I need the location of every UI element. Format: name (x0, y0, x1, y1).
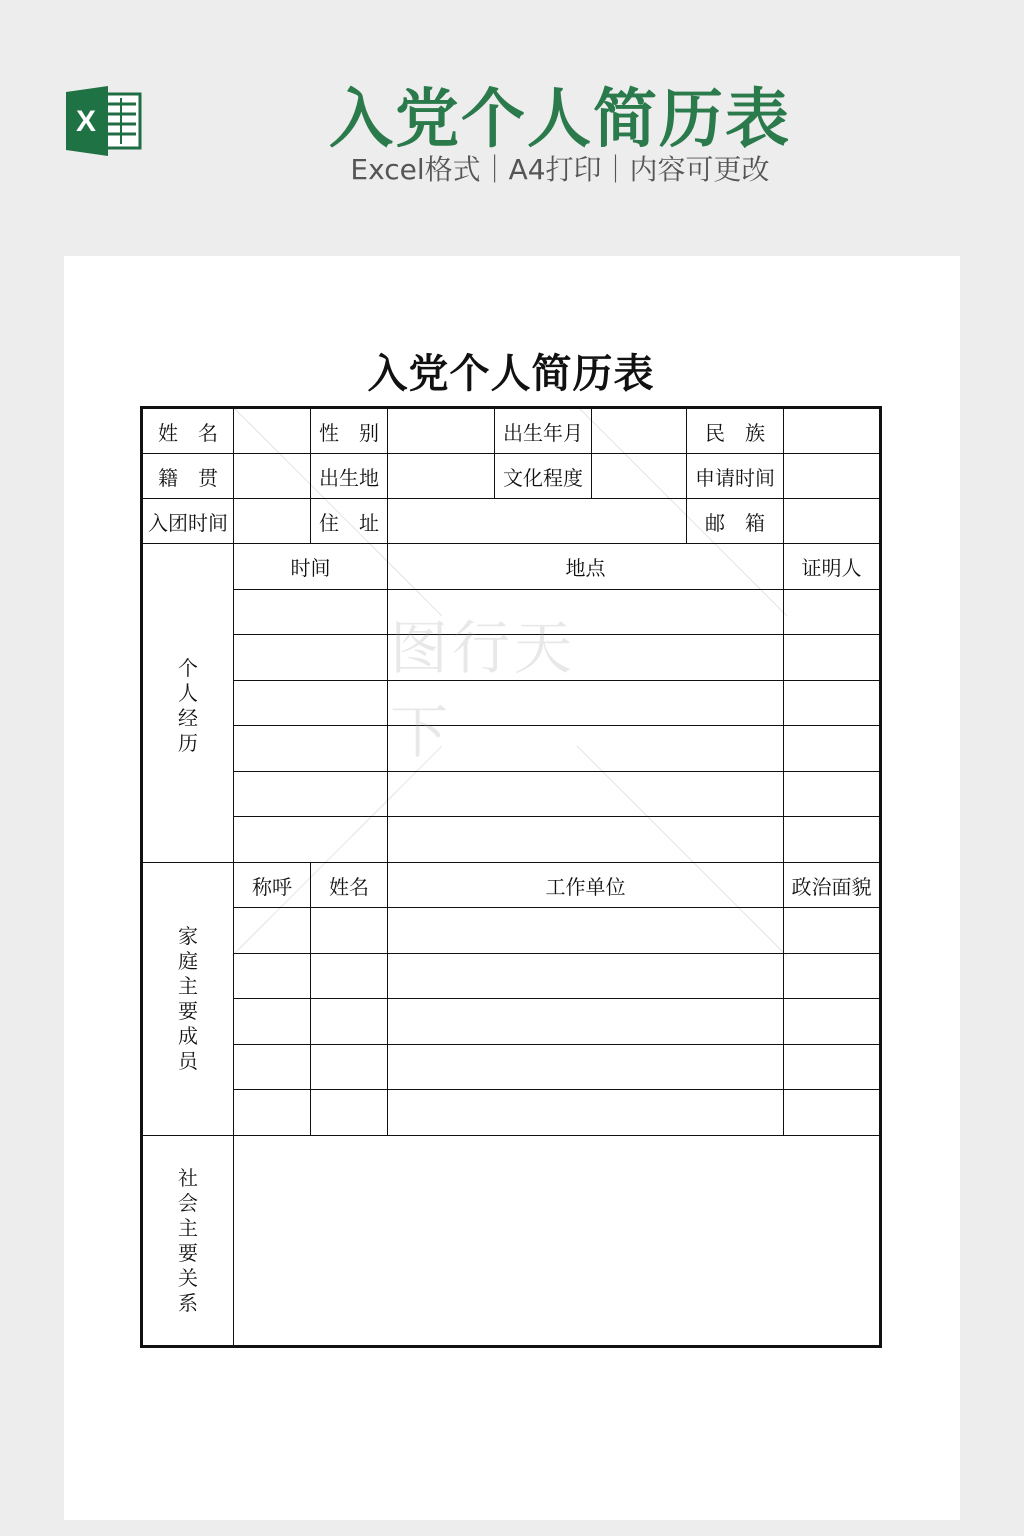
input-native-place[interactable] (234, 454, 310, 498)
input-apply-time[interactable] (784, 454, 879, 498)
section-family-members: 家庭主要成员 (178, 924, 198, 1073)
banner-subtitle: Excel格式｜A4打印｜内容可更改 (350, 153, 770, 186)
header-time: 时间 (290, 556, 331, 580)
label-birthplace: 出生地 (319, 465, 379, 490)
input-birth-date[interactable] (592, 409, 686, 453)
label-league-time: 入团时间 (148, 510, 228, 535)
section-personal-experience: 个人经历 (178, 656, 198, 755)
header-place: 地点 (565, 556, 606, 580)
application-form (140, 406, 882, 1348)
header-witness: 证明人 (801, 556, 862, 580)
input-education[interactable] (592, 454, 686, 498)
label-native-place: 籍 贯 (158, 465, 218, 490)
label-mailbox: 邮 箱 (705, 510, 765, 535)
excel-icon (66, 86, 144, 156)
label-name: 姓 名 (158, 420, 218, 445)
excel-icon-letter: X (75, 105, 97, 138)
header-member-name: 姓名 (329, 874, 369, 899)
input-social-relations[interactable] (234, 1136, 879, 1345)
label-education: 文化程度 (503, 465, 583, 490)
section-social-relations: 社会主要关系 (178, 1166, 198, 1315)
watermark-text (390, 650, 630, 720)
input-gender[interactable] (388, 409, 494, 453)
header-relation: 称呼 (252, 874, 292, 899)
label-apply-time: 申请时间 (695, 465, 775, 490)
input-league-time[interactable] (234, 499, 310, 543)
input-ethnicity[interactable] (784, 409, 879, 453)
input-mailbox[interactable] (784, 499, 879, 543)
header-political-status: 政治面貌 (791, 874, 872, 899)
label-gender: 性 别 (319, 420, 379, 445)
input-name[interactable] (234, 409, 310, 453)
label-ethnicity: 民 族 (705, 420, 765, 445)
document-title: 入党个人简历表 (367, 351, 655, 397)
banner-title: 入党个人简历表 (329, 83, 791, 157)
input-address[interactable] (388, 499, 686, 543)
label-birth-date: 出生年月 (503, 420, 583, 445)
label-address: 住 址 (319, 510, 379, 535)
input-birthplace[interactable] (388, 454, 494, 498)
header-workplace: 工作单位 (545, 874, 626, 899)
